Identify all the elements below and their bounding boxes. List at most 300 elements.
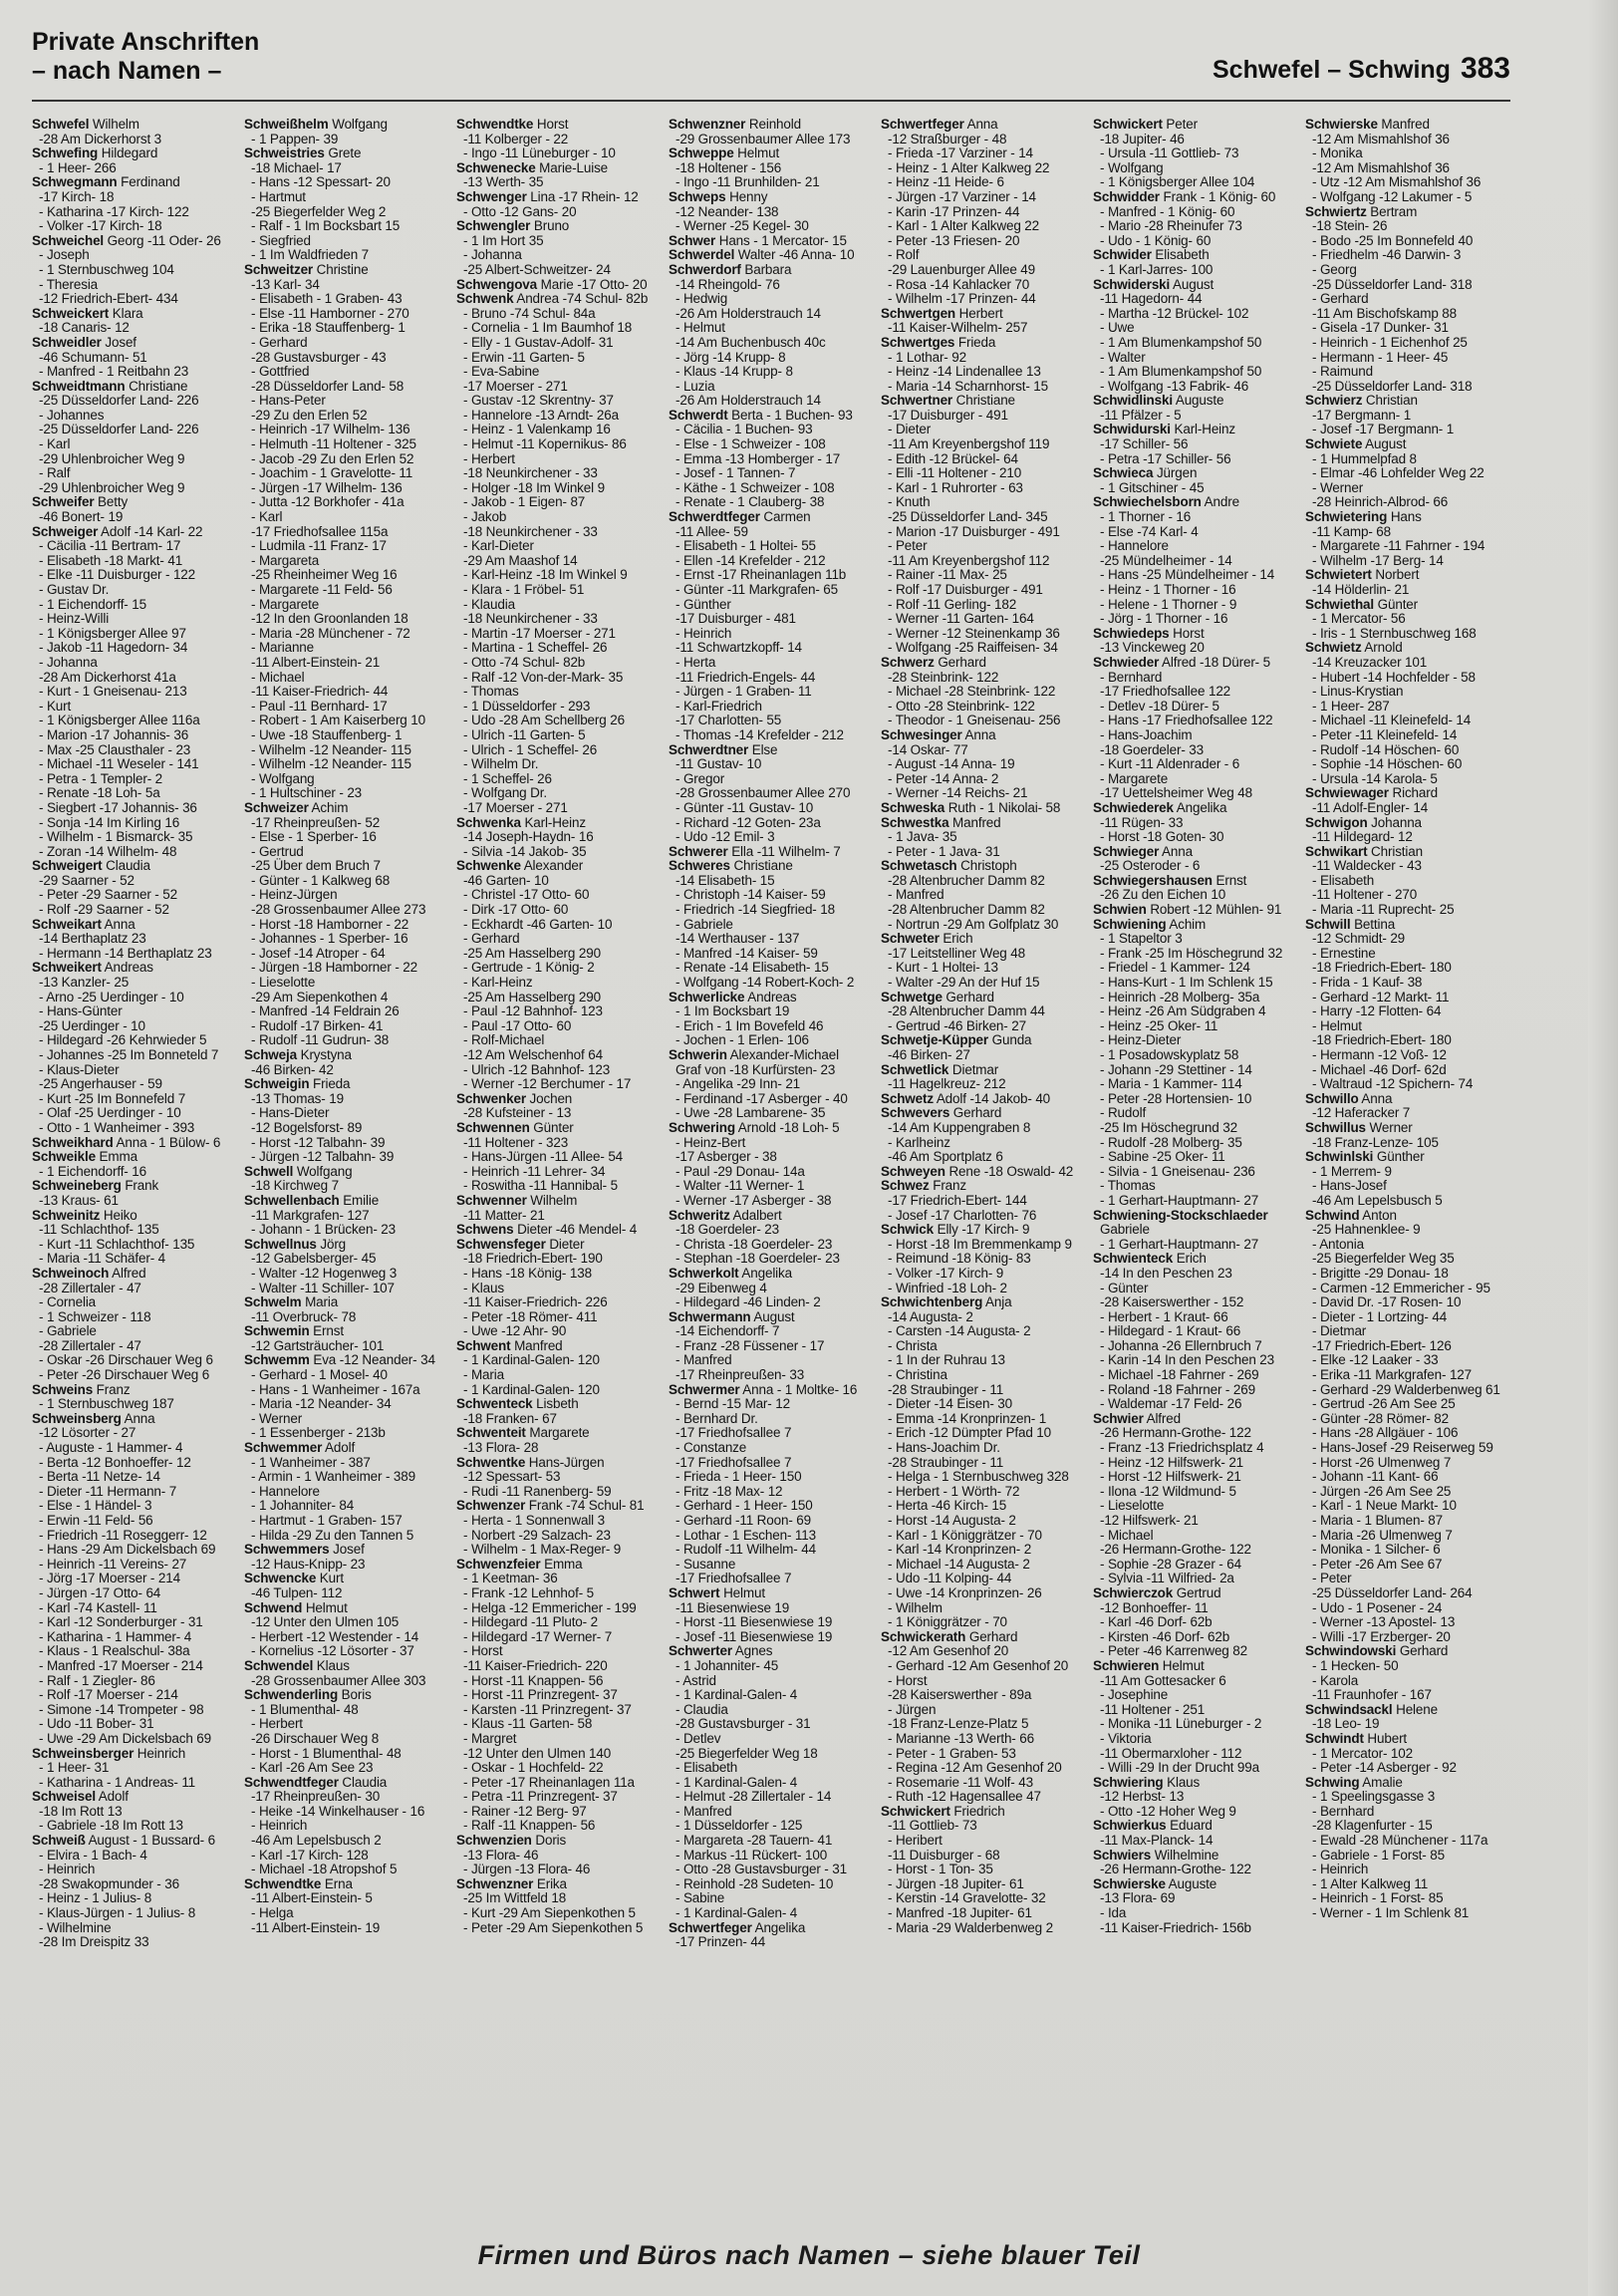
entry-detail: - Harry -12 Flotten- 64 [1312,1004,1442,1019]
listing-line [32,583,236,598]
entry-detail: - 1 Java- 35 [888,829,957,845]
listing-line [32,1063,236,1078]
surname: Schwefing [32,145,99,161]
surname-entry [881,656,1085,671]
surname: Schwinlski [1305,1149,1374,1165]
entry-detail: -28 Altenbrucher Damm 82 [888,872,1045,888]
entry-detail: -12 Gabelsberger- 45 [251,1251,377,1267]
surname-entry [32,1383,236,1398]
entry-detail: - Udo - 1 Posener - 24 [1312,1599,1443,1615]
listing-line [1093,1165,1297,1180]
entry-detail: - 1 Sternbuschweg 187 [39,1396,174,1412]
surname: Schwenzner [669,118,746,132]
entry-detail: Angelika [738,1265,792,1281]
entry-detail: - 1 Am Blumenkampshof 50 [1100,334,1262,350]
entry-detail: - Gerhard -12 Am Gesenhof 20 [888,1657,1069,1673]
listing-line [32,1732,236,1747]
listing-line [669,874,873,889]
entry-detail: - Dietmar [1312,1323,1367,1339]
entry-detail: - Karl-Friedrich [675,698,762,714]
listing-line [1305,481,1506,496]
listing-line [1305,1194,1506,1209]
listing-line [1093,175,1297,190]
entry-detail: - Hans-Josef -29 Reiserweg 59 [1312,1440,1493,1456]
entry-detail: - Helene - 1 Thorner - 9 [1100,596,1237,612]
listing-line [32,409,236,424]
listing-line [1305,1179,1506,1194]
entry-detail: Bertram [1366,203,1418,219]
listing-line [456,685,661,700]
surname: Schwemm [244,1352,310,1368]
surname-entry [1305,598,1506,613]
entry-detail: - Mario -28 Rheinufer 73 [1100,218,1242,234]
listing-line [1093,1543,1297,1558]
entry-detail: - Maria - 1 Blumen- 87 [1312,1513,1443,1528]
surname: Schweiger [32,523,99,539]
listing-line [1305,133,1506,147]
entry-detail: - Emma -14 Kronprinzen- 1 [888,1410,1047,1426]
listing-line [1305,234,1506,249]
listing-line [456,671,661,686]
entry-detail: - Horst [888,1672,928,1688]
listing-line [456,918,661,933]
listing-line [669,641,873,656]
listing-line [669,423,873,437]
listing-line [669,1703,873,1718]
surname-entry [1093,495,1297,510]
surname: Schwindowski [1305,1643,1397,1659]
entry-detail: Klara [109,305,143,321]
entry-detail: - Gerhard -29 Walderbenweg 61 [1312,1381,1500,1397]
surname: Schweritz [669,1207,730,1223]
listing-line [1305,1324,1506,1339]
entry-detail: - Manfred -14 Feldrain 26 [251,1004,400,1019]
listing-line [32,1819,236,1834]
surname: Schwidlinski [1093,393,1173,409]
listing-line [244,816,448,831]
listing-line [32,1499,236,1514]
listing-line [1305,351,1506,366]
entry-detail: - Gabriele -18 Im Rott 13 [39,1818,183,1834]
listing-line [32,554,236,569]
surname-entry [244,263,448,278]
entry-detail: -11 Allee- 59 [675,523,748,539]
surname-entry [32,1790,236,1805]
listing-line [669,495,873,510]
listing-line [456,394,661,409]
listing-line [1305,278,1506,293]
entry-detail: - Rudolf -11 Wilhelm- 44 [675,1542,816,1558]
listing-line [456,351,661,366]
entry-detail: -18 Jupiter- 46 [1100,131,1185,146]
entry-detail: -11 Hagelkreuz- 212 [888,1076,1006,1092]
surname: Schweinoch [32,1265,110,1281]
entry-detail: -18 Kirchweg 7 [251,1178,339,1194]
surname-entry [456,1456,661,1471]
surname: Schwetge [881,989,943,1004]
listing-line [244,1558,448,1573]
entry-detail: - Werner [251,1410,303,1426]
listing-line [881,1747,1085,1762]
entry-detail: - Gregor [675,770,725,786]
listing-line [456,786,661,801]
listing-line [1093,1223,1297,1238]
listing-line [456,1048,661,1063]
entry-detail: - 1 Im Waldfrieden 7 [251,247,370,263]
listing-line [1305,612,1506,627]
entry-detail: - Ingo -11 Brunhilden- 21 [675,174,820,190]
listing-line [881,1267,1085,1282]
listing-line [1093,786,1297,801]
listing-line [32,205,236,220]
listing-line [1093,1891,1297,1906]
listing-line [244,321,448,336]
entry-detail: Gabriele [1100,1222,1150,1238]
entry-detail: -25 Biegerfelder Weg 18 [675,1745,818,1761]
surname: Schwerdel [669,247,735,263]
entry-detail: - Rosemarie -11 Wolf- 43 [888,1774,1033,1790]
surname: Schwietert [1305,567,1372,583]
entry-detail: Eduard [1166,1818,1213,1834]
entry-detail: - Johanna [39,654,98,670]
entry-detail: - 1 Gerhart-Hauptmann- 27 [1100,1192,1259,1208]
surname: Schweikhard [32,1134,114,1150]
listing-line [32,1165,236,1180]
entry-detail: - Angelika -29 Inn- 21 [675,1076,801,1092]
surname: Schwerdtfeger [669,509,760,525]
listing-line [1305,1397,1506,1412]
entry-detail: Christine [313,261,369,277]
entry-detail: - Walter [1100,349,1146,365]
entry-detail: - Paul -11 Bernhard- 17 [251,698,388,714]
entry-detail: - Heike -14 Winkelhauser - 16 [251,1803,425,1819]
entry-detail: - Horst - 1 Ton- 35 [888,1862,993,1877]
entry-detail: - Horst -11 Prinzregent- 37 [463,1687,618,1703]
entry-detail: Erika [533,1875,567,1891]
listing-line [1093,1194,1297,1209]
entry-detail: - Friedhelm -46 Darwin- 3 [1312,247,1462,263]
entry-detail: -12 Gartsträucher- 101 [251,1337,385,1353]
listing-line [881,1412,1085,1427]
entry-detail: - Karin -17 Prinzen- 44 [888,203,1020,219]
listing-line [244,351,448,366]
surname-entry [32,525,236,540]
listing-line [1305,1033,1506,1048]
listing-line [1093,772,1297,787]
entry-detail: Anna [1159,843,1193,859]
entry-detail: -12 Unter den Ulmen 140 [463,1745,612,1761]
listing-line [881,976,1085,991]
listing-line [881,830,1085,845]
entry-detail: - Herbert -12 Westender - 14 [251,1628,419,1644]
surname-entry [456,859,661,874]
surname: Schwiering [1093,1774,1164,1790]
entry-detail: - Rudolf [1100,1105,1147,1121]
listing-line [1305,1717,1506,1732]
entry-detail: - Erika -11 Markgrafen- 127 [1312,1367,1473,1383]
entry-detail: -18 Neunkirchener - 33 [463,611,598,627]
entry-detail: - Volker -17 Kirch- 9 [888,1265,1004,1281]
listing-line [32,263,236,278]
listing-line [669,365,873,380]
entry-detail: - Heinrich - 1 Eichenhof 25 [1312,334,1468,350]
entry-detail: - Peter -13 Friesen- 20 [888,232,1020,248]
listing-line [1305,874,1506,889]
surname-entry [1305,437,1506,452]
listing-line [881,263,1085,278]
listing-line [669,1849,873,1864]
entry-detail: - Josef -17 Bergmann- 1 [1312,422,1455,437]
listing-line [456,772,661,787]
listing-line [669,481,873,496]
listing-line [1305,685,1506,700]
surname-entry [1093,466,1297,481]
listing-line [1305,1630,1506,1645]
entry-detail: - Frieda -17 Varziner - 14 [888,145,1033,161]
entry-detail: - 1 Gitschiner - 45 [1100,479,1205,495]
listing-line [1305,1819,1506,1834]
surname-entry [32,1834,236,1849]
surname: Schwencke [244,1571,317,1586]
surname-entry [1305,1776,1506,1791]
entry-detail: - Hans-Jürgen -11 Allee- 54 [463,1149,624,1165]
entry-detail: - 1 Düsseldorfer - 125 [675,1818,803,1834]
listing-line [244,510,448,525]
listing-line [456,1019,661,1034]
entry-detail: Auguste [1172,393,1224,409]
entry-detail: - Franz -13 Friedrichsplatz 4 [1100,1440,1264,1456]
entry-detail: Achim [1166,916,1207,932]
listing-line [881,1790,1085,1805]
entry-detail: Andreas [744,989,797,1004]
surname: Schwesinger [881,726,962,742]
section-range: Schwefel – Schwing [1212,56,1451,84]
entry-detail: - Heinz-Dieter [1100,1032,1182,1048]
entry-detail: August [750,1308,795,1324]
surname-entry [244,1194,448,1209]
entry-detail: -28 Klagenfurter - 15 [1312,1818,1433,1834]
entry-detail: Franz [93,1381,131,1397]
listing-line [881,1397,1085,1412]
entry-detail: - Oskar -26 Dirschauer Weg 6 [39,1352,213,1368]
surname: Schwenzer [456,1498,526,1514]
entry-detail: - Margarete [1100,770,1169,786]
entry-detail: Ella -11 Wilhelm- 7 [727,843,841,859]
listing-line [1305,1295,1506,1310]
entry-detail: - Christina [888,1367,947,1383]
listing-line [1093,1077,1297,1092]
surname: Schwetz [881,1090,934,1106]
entry-detail: - Hans -18 König- 138 [463,1265,592,1281]
surname-entry [669,743,873,758]
listing-line [669,1674,873,1689]
entry-detail: - Hannelore -13 Arndt- 26a [463,407,619,423]
entry-detail: - Hans -17 Friedhofsallee 122 [1100,713,1273,728]
surname-entry [1093,423,1297,437]
entry-detail: - Johannes - 1 Sperber- 16 [251,931,408,947]
surname-entry [244,1543,448,1558]
entry-detail: - Horst -12 Hilfswerk- 21 [1100,1469,1241,1485]
entry-detail: - Else - 1 Schweizer - 108 [675,436,826,452]
listing-line [881,1558,1085,1573]
entry-detail: - Manfred -17 Moerser - 214 [39,1657,203,1673]
entry-detail: Heinrich [134,1745,186,1761]
surname: Schwerter [669,1643,732,1659]
listing-line [32,903,236,918]
entry-detail: - Kurt - 1 Gneisenau- 213 [39,684,187,700]
listing-line [881,1019,1085,1034]
entry-detail: - Ralf - 1 Im Bocksbart 15 [251,218,401,234]
listing-line [456,1819,661,1834]
entry-detail: - Wilhelm -12 Neander- 115 [251,756,411,772]
listing-line [456,146,661,161]
listing-line [244,1383,448,1398]
listing-line [32,1397,236,1412]
surname-entry [244,1659,448,1674]
surname-entry [881,1063,1085,1078]
entry-detail: - Joachim - 1 Gravelotte- 11 [251,465,413,481]
entry-detail: -25 Im Wittfeld 18 [463,1890,567,1906]
listing-line [456,1644,661,1659]
listing-line [32,161,236,176]
listing-line [669,205,873,220]
surname: Schwillus [1305,1119,1366,1135]
entry-detail: -11 Friedrich-Engels- 44 [675,669,816,685]
entry-detail: Werner [1365,1119,1413,1135]
entry-detail: -12 Bonhoeffer- 11 [1100,1599,1209,1615]
surname-entry [1305,1209,1506,1224]
listing-line [32,1543,236,1558]
entry-detail: - Regina -12 Am Gesenhof 20 [888,1760,1062,1776]
surname-entry [881,728,1085,743]
listing-line [456,656,661,671]
entry-detail: - Ilona -12 Wildmund- 5 [1100,1483,1236,1499]
listing-line [1305,801,1506,816]
listing-line [881,205,1085,220]
entry-detail: -25 Am Hasselberg 290 [463,945,601,961]
entry-detail: - Johann - 1 Brücken- 23 [251,1222,396,1238]
listing-line [1093,351,1297,366]
surname: Schweinitz [32,1207,101,1223]
entry-detail: - Eckhardt -46 Garten- 10 [463,916,613,932]
surname: Schwell [244,1163,294,1179]
listing-line [1305,1499,1506,1514]
listing-line [244,918,448,933]
listing-line [456,1295,661,1310]
entry-detail: - Ralf [39,465,71,481]
page-number: 383 [1460,52,1510,85]
entry-detail: -25 Angerhauser - 59 [39,1076,162,1092]
listing-line [244,380,448,395]
surname-entry [1093,874,1297,889]
listing-line [1093,1033,1297,1048]
entry-detail: - Herta - 1 Sonnenwall 3 [463,1513,605,1528]
listing-line [244,452,448,467]
entry-detail: -26 Am Holderstrauch 14 [675,305,821,321]
surname: Schwenecke [456,159,536,175]
entry-detail: -18 Leo- 19 [1312,1716,1380,1732]
surname-entry [32,1209,236,1224]
surname-entry [1093,118,1297,133]
entry-detail: -29 Lauenburger Allee 49 [888,261,1036,277]
entry-detail: - Heinz - 1 Thorner - 16 [1100,582,1236,597]
surname-entry [669,118,873,133]
entry-detail: - Kerstin -14 Gravelotte- 32 [888,1890,1046,1906]
listing-line [881,292,1085,307]
entry-detail: - Auguste - 1 Hammer- 4 [39,1440,183,1456]
listing-line [456,1761,661,1776]
entry-detail: - Wilhelm -17 Prinzen- 44 [888,291,1036,307]
listing-line [1093,263,1297,278]
listing-line [32,248,236,263]
surname-entry [32,918,236,933]
entry-detail: - 1 Heer- 287 [1312,698,1390,714]
entry-detail: - Peter -26 Am See 67 [1312,1556,1443,1572]
entry-detail: - Armin - 1 Wanheimer - 389 [251,1469,416,1485]
entry-detail: -13 Werth- 35 [463,174,544,190]
entry-detail: - Heinz -14 Lindenallee 13 [888,364,1041,380]
entry-detail: - Frieda - 1 Heer- 150 [675,1469,802,1485]
listing-line [669,1935,873,1950]
entry-detail: Helmut [719,1584,765,1600]
listing-line [669,1543,873,1558]
surname: Schwetje-Küpper [881,1032,989,1048]
listing-line [669,888,873,903]
entry-detail: - Gertrud -26 Am See 25 [1312,1396,1456,1412]
listing-line [669,554,873,569]
entry-detail: -28 Straubinger - 11 [888,1381,1004,1397]
surname: Schwenzfeier [456,1556,541,1572]
listing-line [1305,1688,1506,1703]
entry-detail: - Peter -17 Rheinanlagen 11a [463,1774,635,1790]
entry-detail: -28 Kufsteiner - 13 [463,1105,572,1121]
surname: Schwertges [881,334,955,350]
listing-line [669,1353,873,1368]
surname: Schweizer [244,799,309,815]
entry-detail: - Walter -12 Hogenweg 3 [251,1265,398,1281]
entry-detail: Frank -74 Schul- 81 [525,1498,645,1514]
entry-detail: - Herta -46 Kirch- 15 [888,1498,1007,1514]
listing-line [669,947,873,962]
entry-detail: - Günter [1100,1280,1149,1295]
surname: Schwiewager [1305,785,1389,801]
surname-entry [669,1310,873,1325]
entry-detail: - Johann -29 Stettiner - 14 [1100,1061,1252,1077]
listing-line [456,409,661,424]
surname-entry [1305,568,1506,583]
listing-line [881,1659,1085,1674]
surname: Schwiening-Stockschlaeder [1093,1207,1268,1223]
listing-line [1093,205,1297,220]
entry-detail: - Uwe -29 Am Dickelsbach 69 [39,1730,212,1746]
listing-line [1305,583,1506,598]
listing-line [1093,481,1297,496]
entry-detail: -17 Asberger - 38 [675,1149,777,1165]
entry-detail: Christiane [729,858,793,874]
listing-line [244,248,448,263]
surname: Schweidler [32,334,102,350]
listing-line [669,1863,873,1877]
entry-detail: - Horst -14 Augusta- 2 [888,1513,1016,1528]
listing-line [456,1063,661,1078]
entry-detail: -28 Heinrich-Albrod- 66 [1312,494,1449,510]
listing-line [244,888,448,903]
entry-detail: -25 Im Höschegrund 32 [1100,1119,1237,1135]
listing-line [456,1630,661,1645]
listing-line [881,903,1085,918]
listing-line [1305,830,1506,845]
listing-line [669,671,873,686]
